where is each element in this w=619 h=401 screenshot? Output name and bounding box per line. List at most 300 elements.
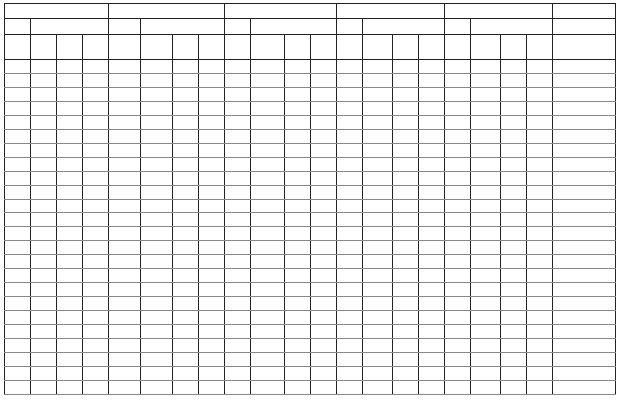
table-cell <box>501 380 527 394</box>
table-cell <box>393 297 419 311</box>
table-cell <box>251 87 285 101</box>
table-cell <box>251 129 285 143</box>
table-cell <box>311 73 337 87</box>
table-cell <box>419 269 445 283</box>
table-cell <box>311 353 337 367</box>
table-cell <box>363 339 393 353</box>
table-cell <box>393 283 419 297</box>
table-cell <box>5 171 31 185</box>
table-cell <box>419 241 445 255</box>
table-cell <box>501 87 527 101</box>
table-cell <box>83 171 109 185</box>
table-cell <box>173 353 199 367</box>
table-cell <box>419 339 445 353</box>
table-cell <box>199 283 225 297</box>
table-cell <box>109 60 141 74</box>
table-cell <box>83 35 109 60</box>
table-cell <box>311 115 337 129</box>
table-cell <box>109 4 225 19</box>
table-cell <box>445 297 471 311</box>
table-cell <box>225 325 251 339</box>
table-cell <box>109 325 141 339</box>
table-cell <box>553 143 616 157</box>
table-cell <box>393 339 419 353</box>
table-row <box>5 199 616 213</box>
table-cell <box>445 171 471 185</box>
table-cell <box>199 129 225 143</box>
table-cell <box>311 185 337 199</box>
table-cell <box>83 339 109 353</box>
table-cell <box>419 171 445 185</box>
table-cell <box>445 199 471 213</box>
table-cell <box>337 129 363 143</box>
table-cell <box>393 380 419 394</box>
table-cell <box>419 366 445 380</box>
table-cell <box>109 87 141 101</box>
table-cell <box>419 297 445 311</box>
table-cell <box>311 283 337 297</box>
table-row <box>5 143 616 157</box>
table-cell <box>57 325 83 339</box>
table-cell <box>31 129 57 143</box>
table-cell <box>285 101 311 115</box>
table-cell <box>501 255 527 269</box>
table-cell <box>5 185 31 199</box>
table-cell <box>251 325 285 339</box>
table-cell <box>393 60 419 74</box>
table-cell <box>445 339 471 353</box>
table-cell <box>5 339 31 353</box>
table-cell <box>109 101 141 115</box>
table-cell <box>225 241 251 255</box>
table-cell <box>251 339 285 353</box>
table-cell <box>57 143 83 157</box>
table-cell <box>57 353 83 367</box>
table-cell <box>173 241 199 255</box>
table-cell <box>57 101 83 115</box>
table-cell <box>553 311 616 325</box>
table-cell <box>553 60 616 74</box>
table-cell <box>527 325 553 339</box>
table-cell <box>471 213 501 227</box>
table-cell <box>501 269 527 283</box>
table-cell <box>311 157 337 171</box>
table-cell <box>109 339 141 353</box>
table-cell <box>251 35 285 60</box>
table-cell <box>5 283 31 297</box>
table-cell <box>527 143 553 157</box>
table-cell <box>141 60 173 74</box>
table-cell <box>501 283 527 297</box>
table-cell <box>501 60 527 74</box>
table-cell <box>471 87 501 101</box>
table-cell <box>445 101 471 115</box>
table-cell <box>173 129 199 143</box>
table-cell <box>141 269 173 283</box>
table-cell <box>109 115 141 129</box>
table-cell <box>285 297 311 311</box>
table-cell <box>419 115 445 129</box>
table-cell <box>337 283 363 297</box>
table-cell <box>5 4 109 19</box>
table-cell <box>5 311 31 325</box>
table-row <box>5 185 616 199</box>
table-cell <box>393 171 419 185</box>
table-cell <box>337 171 363 185</box>
table-cell <box>527 171 553 185</box>
table-cell <box>141 87 173 101</box>
table-cell <box>337 185 363 199</box>
table-cell <box>83 199 109 213</box>
table-cell <box>363 87 393 101</box>
table-cell <box>445 4 553 19</box>
table-cell <box>31 199 57 213</box>
table-cell <box>83 269 109 283</box>
table-cell <box>337 227 363 241</box>
table-cell <box>445 241 471 255</box>
table-cell <box>141 227 173 241</box>
table-row <box>5 129 616 143</box>
table-cell <box>419 199 445 213</box>
table-cell <box>173 255 199 269</box>
table-cell <box>109 227 141 241</box>
table-cell <box>393 115 419 129</box>
table-cell <box>83 297 109 311</box>
table-cell <box>527 227 553 241</box>
table-cell <box>251 227 285 241</box>
table-cell <box>337 339 363 353</box>
table-cell <box>363 241 393 255</box>
table-cell <box>419 143 445 157</box>
table-cell <box>109 171 141 185</box>
table-cell <box>199 60 225 74</box>
table-cell <box>251 115 285 129</box>
table-cell <box>553 101 616 115</box>
table-cell <box>553 380 616 394</box>
table-cell <box>31 227 57 241</box>
table-cell <box>393 325 419 339</box>
table-cell <box>337 19 363 35</box>
table-cell <box>83 185 109 199</box>
table-cell <box>199 35 225 60</box>
table-cell <box>501 241 527 255</box>
table-cell <box>173 73 199 87</box>
table-cell <box>527 213 553 227</box>
table-cell <box>337 4 445 19</box>
table-cell <box>109 157 141 171</box>
table-cell <box>141 325 173 339</box>
table-row <box>5 115 616 129</box>
table-cell <box>109 297 141 311</box>
table-cell <box>471 185 501 199</box>
table-cell <box>337 87 363 101</box>
table-cell <box>251 380 285 394</box>
table-cell <box>393 157 419 171</box>
table-cell <box>419 35 445 60</box>
table-cell <box>501 227 527 241</box>
table-cell <box>5 241 31 255</box>
table-cell <box>363 366 393 380</box>
table-cell <box>173 339 199 353</box>
table-row <box>5 213 616 227</box>
table-cell <box>225 255 251 269</box>
table-cell <box>285 380 311 394</box>
table-cell <box>5 35 31 60</box>
table-cell <box>173 325 199 339</box>
table-cell <box>57 129 83 143</box>
table-cell <box>337 255 363 269</box>
table-cell <box>285 35 311 60</box>
table-cell <box>225 297 251 311</box>
table-cell <box>83 241 109 255</box>
table-cell <box>199 269 225 283</box>
table-cell <box>31 35 57 60</box>
table-cell <box>225 157 251 171</box>
table-cell <box>527 101 553 115</box>
table-cell <box>553 73 616 87</box>
table-cell <box>5 353 31 367</box>
table-cell <box>285 87 311 101</box>
table-cell <box>337 325 363 339</box>
table-cell <box>57 241 83 255</box>
table-cell <box>31 19 109 35</box>
table-cell <box>225 283 251 297</box>
table-cell <box>199 199 225 213</box>
table-cell <box>471 269 501 283</box>
table-cell <box>31 213 57 227</box>
table-cell <box>445 311 471 325</box>
table-cell <box>419 185 445 199</box>
table-cell <box>363 73 393 87</box>
table-cell <box>337 353 363 367</box>
table-cell <box>109 213 141 227</box>
table-cell <box>285 241 311 255</box>
table-cell <box>471 129 501 143</box>
table-cell <box>31 311 57 325</box>
table-cell <box>445 60 471 74</box>
table-cell <box>363 19 445 35</box>
table-cell <box>419 311 445 325</box>
table-cell <box>5 143 31 157</box>
table-cell <box>363 199 393 213</box>
table-cell <box>501 115 527 129</box>
table-cell <box>471 339 501 353</box>
table-cell <box>57 171 83 185</box>
table-cell <box>363 269 393 283</box>
table-cell <box>337 115 363 129</box>
table-cell <box>501 101 527 115</box>
table-cell <box>251 311 285 325</box>
table-cell <box>471 73 501 87</box>
table-cell <box>311 269 337 283</box>
table-cell <box>363 353 393 367</box>
table-cell <box>141 366 173 380</box>
table-cell <box>173 227 199 241</box>
table-cell <box>527 157 553 171</box>
table-cell <box>527 297 553 311</box>
table-cell <box>393 129 419 143</box>
table-cell <box>501 129 527 143</box>
table-cell <box>285 171 311 185</box>
table-cell <box>337 73 363 87</box>
table-cell <box>311 129 337 143</box>
table-cell <box>393 227 419 241</box>
table-cell <box>31 60 57 74</box>
table-cell <box>363 185 393 199</box>
table-cell <box>337 35 363 60</box>
table-cell <box>199 143 225 157</box>
table-cell <box>225 73 251 87</box>
table-cell <box>109 255 141 269</box>
table-cell <box>31 353 57 367</box>
table-cell <box>225 4 337 19</box>
table-cell <box>501 325 527 339</box>
table-cell <box>109 73 141 87</box>
table-cell <box>251 171 285 185</box>
table-cell <box>199 171 225 185</box>
table-cell <box>225 353 251 367</box>
table-cell <box>445 157 471 171</box>
table-cell <box>225 380 251 394</box>
table-cell <box>337 60 363 74</box>
table-cell <box>141 73 173 87</box>
table-cell <box>337 199 363 213</box>
table-cell <box>311 60 337 74</box>
table-cell <box>445 325 471 339</box>
table-cell <box>553 269 616 283</box>
table-cell <box>173 366 199 380</box>
table-cell <box>173 283 199 297</box>
table-cell <box>173 213 199 227</box>
table-cell <box>251 353 285 367</box>
table-cell <box>553 129 616 143</box>
table-cell <box>501 297 527 311</box>
table-cell <box>173 143 199 157</box>
table-cell <box>337 157 363 171</box>
table-cell <box>83 353 109 367</box>
table-cell <box>109 185 141 199</box>
table-cell <box>471 353 501 367</box>
table-cell <box>445 143 471 157</box>
table-cell <box>471 325 501 339</box>
table-cell <box>251 73 285 87</box>
table-cell <box>251 19 337 35</box>
table-cell <box>225 35 251 60</box>
table-cell <box>5 87 31 101</box>
table-row <box>5 366 616 380</box>
table-cell <box>5 255 31 269</box>
table-cell <box>285 213 311 227</box>
table-cell <box>141 311 173 325</box>
table-cell <box>553 325 616 339</box>
table-cell <box>393 311 419 325</box>
table-cell <box>553 339 616 353</box>
table-cell <box>173 101 199 115</box>
table-cell <box>251 366 285 380</box>
table-cell <box>553 199 616 213</box>
table-cell <box>501 213 527 227</box>
table-cell <box>363 325 393 339</box>
table-cell <box>363 213 393 227</box>
table-cell <box>553 353 616 367</box>
table-cell <box>83 255 109 269</box>
table-cell <box>83 227 109 241</box>
table-cell <box>109 35 141 60</box>
table-cell <box>141 199 173 213</box>
table-cell <box>199 339 225 353</box>
table-cell <box>419 213 445 227</box>
table-cell <box>363 380 393 394</box>
table-cell <box>501 35 527 60</box>
table-cell <box>225 129 251 143</box>
table-cell <box>471 143 501 157</box>
table-cell <box>471 157 501 171</box>
table-cell <box>471 241 501 255</box>
table-cell <box>109 353 141 367</box>
table-cell <box>527 73 553 87</box>
table-cell <box>285 339 311 353</box>
table-cell <box>57 269 83 283</box>
table-cell <box>445 129 471 143</box>
table-cell <box>57 60 83 74</box>
table-cell <box>393 199 419 213</box>
table-cell <box>553 297 616 311</box>
table-cell <box>173 199 199 213</box>
table-cell <box>311 199 337 213</box>
table-cell <box>445 185 471 199</box>
table-cell <box>445 115 471 129</box>
table-cell <box>527 255 553 269</box>
table-cell <box>199 227 225 241</box>
table-cell <box>251 297 285 311</box>
table-cell <box>363 143 393 157</box>
table-cell <box>5 101 31 115</box>
table-cell <box>225 185 251 199</box>
table-cell <box>31 269 57 283</box>
table-cell <box>393 366 419 380</box>
table-cell <box>5 60 31 74</box>
table-cell <box>31 143 57 157</box>
table-cell <box>199 353 225 367</box>
table-cell <box>419 87 445 101</box>
table-cell <box>285 185 311 199</box>
table-cell <box>83 143 109 157</box>
table-row <box>5 157 616 171</box>
table-cell <box>553 4 616 19</box>
table-cell <box>141 185 173 199</box>
table-cell <box>527 115 553 129</box>
table-cell <box>5 115 31 129</box>
table-cell <box>57 227 83 241</box>
table-cell <box>363 129 393 143</box>
table-cell <box>251 241 285 255</box>
table-cell <box>337 269 363 283</box>
table-cell <box>31 157 57 171</box>
table-cell <box>285 227 311 241</box>
table-cell <box>57 339 83 353</box>
table-cell <box>83 311 109 325</box>
table-row <box>5 241 616 255</box>
table-cell <box>471 35 501 60</box>
table-cell <box>5 129 31 143</box>
table-cell <box>311 241 337 255</box>
table-cell <box>553 19 616 35</box>
table-cell <box>251 199 285 213</box>
table-cell <box>141 297 173 311</box>
table-cell <box>225 143 251 157</box>
table-cell <box>471 283 501 297</box>
table-cell <box>141 157 173 171</box>
